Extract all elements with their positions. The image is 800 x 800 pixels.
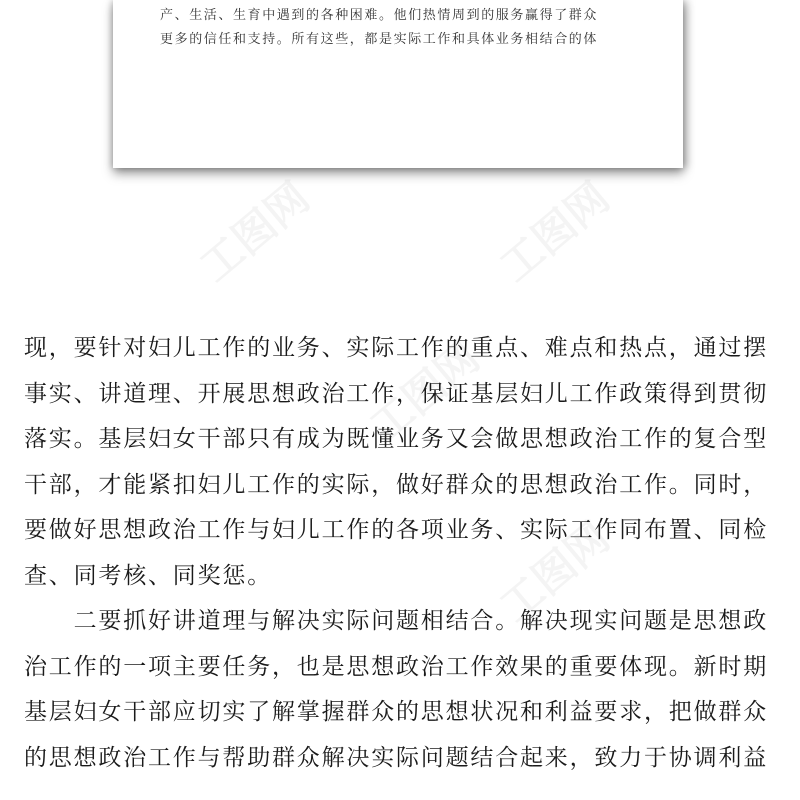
body-line: 二要抓好讲道理与解决实际问题相结合。解决现实问题是思想政 (24, 608, 768, 634)
body-line: 的思想政治工作与帮助群众解决实际问题结合起来，致力于协调利益 (24, 744, 768, 771)
body-text (24, 326, 784, 781)
body-line: 事实、讲道理、开展思想政治工作，保证基层妇儿工作政策得到贯彻 (24, 380, 768, 407)
watermark: 工图网 (490, 172, 619, 292)
body-line: 要做好思想政治工作与妇儿工作的各项业务、实际工作同布置、同检 (24, 517, 768, 543)
body-line: 干部，才能紧扣妇儿工作的实际，做好群众的思想政治工作。同时， (24, 471, 768, 498)
body-line: 落实。基层妇女干部只有成为既懂业务又会做思想政治工作的复合型 (24, 426, 768, 452)
body-line: 基层妇女干部应切实了解掌握群众的思想状况和利益要求，把做群众 (24, 699, 768, 725)
excerpt-text (160, 4, 650, 52)
body-line: 治工作的一项主要任务，也是思想政治工作效果的重要体现。新时期 (24, 653, 768, 680)
excerpt-card (113, 0, 683, 168)
excerpt-line: 更多的信任和支持。所有这些，都是实际工作和具体业务相结合的体 (160, 32, 599, 47)
body-line: 查、同考核、同奖惩。 (24, 562, 272, 589)
watermark: 工图网 (360, 332, 489, 452)
body-line: 现，要针对妇儿工作的业务、实际工作的重点、难点和热点，通过摆 (24, 335, 768, 361)
excerpt-line: 产、生活、生育中遇到的各种困难。他们热情周到的服务赢得了群众 (160, 8, 599, 23)
watermark: 工图网 (190, 172, 319, 292)
watermark: 工图网 (490, 512, 619, 632)
